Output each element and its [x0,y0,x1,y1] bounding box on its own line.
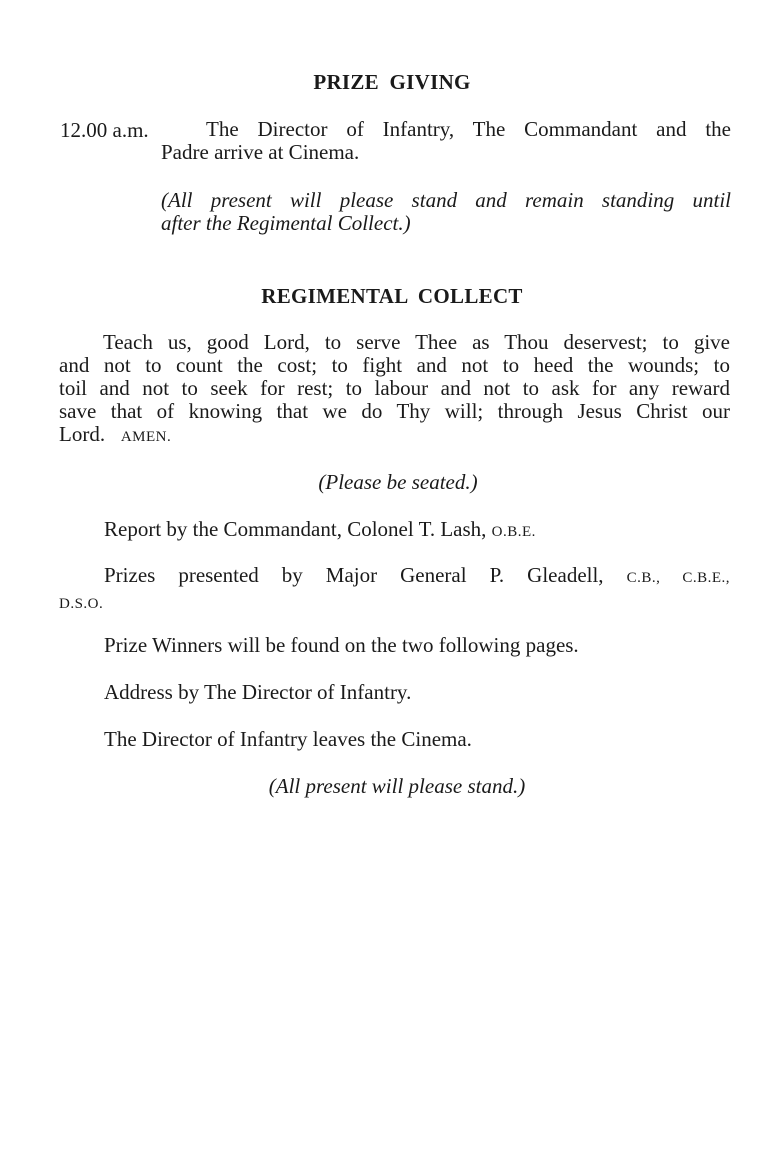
stand-note-line-1: (All present will please stand and remain standing until [161,188,731,212]
prizes-honours-2: D.S.O. [59,596,104,612]
winners-item: Prize Winners will be found on the two following pages. [104,633,579,657]
collect-prayer [59,331,730,449]
arrival-paragraph [161,118,731,164]
regimental-collect-heading: REGIMENTAL COLLECT [261,284,523,308]
report-item [104,517,536,542]
prizes-text: Prizes presented by Major General P. Gleadell, [104,563,604,587]
prizes-item [59,564,730,616]
collect-line-1: Teach us, good Lord, to serve Thee as Thou deservest; to give [103,330,730,354]
schedule-time: 12.00 a.m. [60,118,149,142]
prizes-line-1 [59,564,730,590]
collect-amen: AMEN. [120,429,172,445]
leaves-item: The Director of Infantry leaves the Cinema. [104,727,472,751]
stand-note-line-2: after the Regimental Collect.) [161,211,411,235]
stand-note [161,189,731,235]
seated-note: (Please be seated.) [318,470,478,494]
prize-giving-heading: PRIZE GIVING [313,70,471,94]
arrival-line-2: Padre arrive at Cinema. [161,140,360,164]
stand-note-final: (All present will please stand.) [268,774,526,798]
collect-line-3: toil and not to seek for rest; to labour and not to ask for any reward [59,376,730,400]
report-text: Report by the Commandant, Colonel T. Lash, [104,517,487,541]
collect-line-5-text: Lord. [59,422,106,446]
collect-line-2: and not to count the cost; to fight and not to heed the wounds; to [59,353,730,377]
prizes-honours-1: C.B., C.B.E., [626,570,731,586]
collect-line-5 [59,423,730,449]
arrival-line-1: The Director of Infantry, The Commandant and the [206,117,731,141]
address-item: Address by The Director of Infantry. [104,680,412,704]
prizes-line-2 [59,590,730,616]
collect-line-4: save that of knowing that we do Thy will; through Jesus Christ our [59,399,730,423]
report-honours: O.B.E. [491,524,536,540]
